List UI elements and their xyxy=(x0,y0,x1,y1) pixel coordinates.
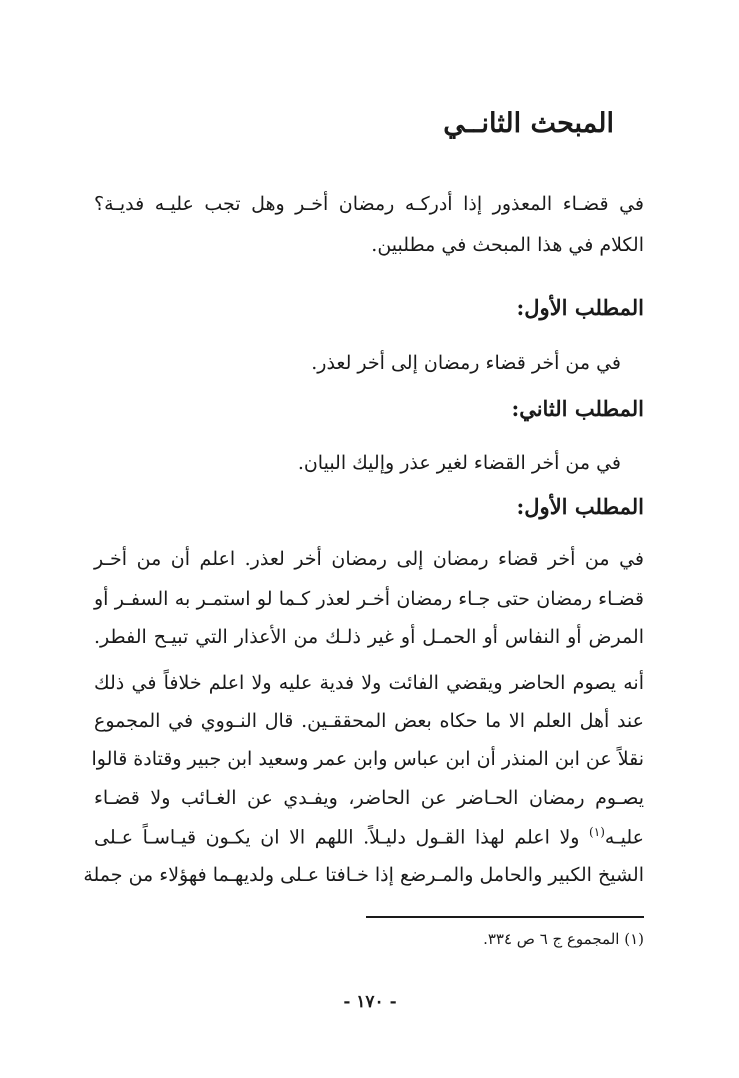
paragraph2-line-3: نقلاً عن ابن المنذر أن ابن عباس وابن عمر وسعيد ابن جبير وقتادة قالوا xyxy=(91,748,644,770)
intro-line-1: في قضـاء المعذور إذا أدركـه رمضان أخـر وهل تجب عليـه فديـة؟ xyxy=(94,193,644,215)
outline-second-heading: المطلب الثاني: xyxy=(511,396,644,421)
paragraph2-line-4: يصـوم رمضان الحـاضر عن الحاضر، ويفـدي عن الغـائب ولا قضـاء xyxy=(94,787,644,809)
section-heading: المطلب الأول: xyxy=(516,494,644,519)
paragraph2-line-5 xyxy=(94,825,644,848)
intro-line-2: الكلام في هذا المبحث في مطلبين. xyxy=(371,234,644,256)
paragraph2-line-6: الشيخ الكبير والحامل والمـرضع إذا خـافتا عـلى ولديهـما فهؤلاء من جملة xyxy=(83,864,644,886)
outline-first-text: في من أخر قضاء رمضان إلى أخر لعذر. xyxy=(311,352,621,374)
page-number: - ١٧٠ - xyxy=(343,992,397,1012)
paragraph2-line-2: عند أهل العلم الا ما حكاه بعض المحققـين. قال النـووي في المجموع xyxy=(94,710,644,732)
footnote-text: (١) المجموع ج ٦ ص ٣٣٤. xyxy=(483,930,644,948)
chapter-title: المبحث الثانــي xyxy=(443,108,614,139)
paragraph1-line-2: قضـاء رمضان حتى جـاء رمضان أخـر لعذر كـما لو استمـر به السفـر أو xyxy=(94,588,644,610)
line-after-note: ولا اعلم لهذا القـول دليـلاً. اللهم الا ان يكـون قيـاسـاً عـلى xyxy=(94,826,590,849)
paragraph1-line-3: المرض أو النفاس أو الحمـل أو غير ذلـك من الأعذار التي تبيـح الفطر. xyxy=(94,626,644,648)
outline-second-text: في من أخر القضاء لغير عذر وإليك البيان. xyxy=(297,452,621,474)
line-before-note: عليـه xyxy=(604,826,644,849)
footnote-divider xyxy=(366,916,644,918)
paragraph2-line-1: أنه يصوم الحاضر ويقضي الفائت ولا فدية عليه ولا اعلم خلافاً في ذلك xyxy=(94,672,644,694)
footnote-marker[interactable]: (١) xyxy=(589,825,605,839)
outline-first-heading: المطلب الأول: xyxy=(516,295,644,320)
paragraph1-line-1: في من أخر قضاء رمضان إلى رمضان أخر لعذر. اعلم أن من أخـر xyxy=(94,548,644,570)
